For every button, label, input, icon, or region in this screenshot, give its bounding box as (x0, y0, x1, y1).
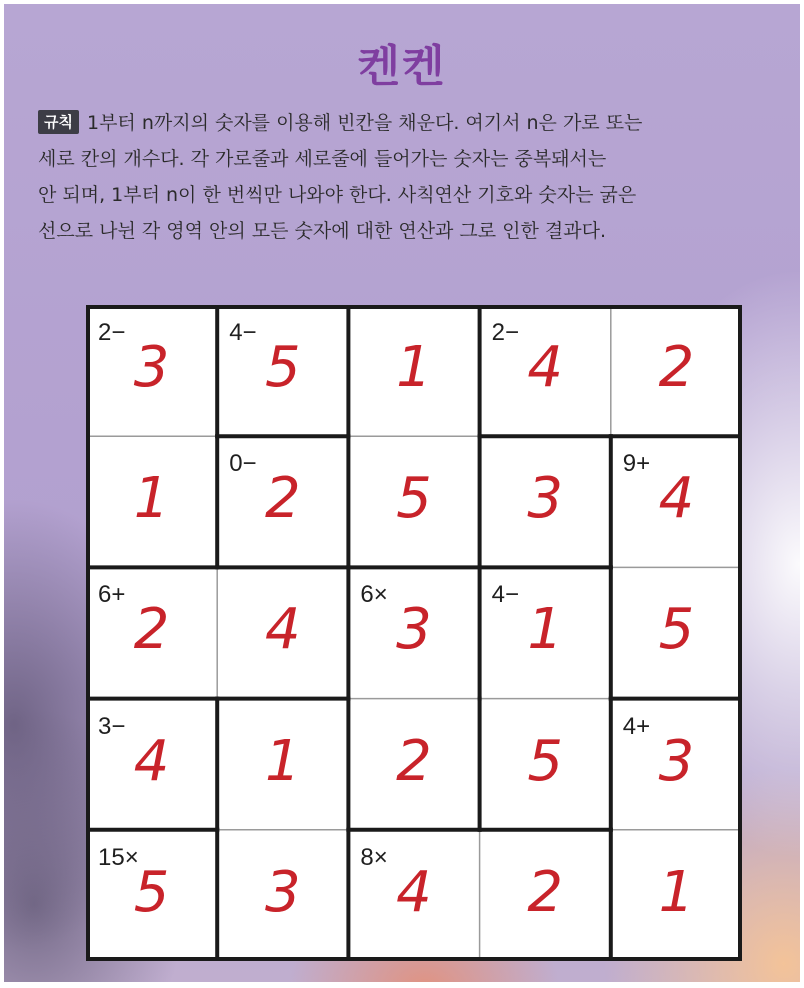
handwritten-answer: 5 (658, 597, 695, 663)
puzzle-page (4, 4, 800, 982)
cage-clue: 2− (98, 319, 126, 346)
cage-clue: 6× (360, 581, 388, 609)
handwritten-answer: 2 (527, 859, 563, 925)
handwritten-answer: 5 (264, 335, 301, 400)
handwritten-answer: 1 (264, 728, 301, 794)
cage-clue: 4+ (622, 712, 651, 740)
cage-clue: 3− (98, 712, 126, 740)
kenken-grid (86, 305, 742, 961)
rule-line-4: 선으로 나뉜 각 영역 안의 모든 숫자에 대한 연산과 그로 인한 결과다. (38, 220, 607, 242)
cage-clue: 2− (491, 319, 519, 346)
cage-clue: 9+ (622, 450, 651, 478)
handwritten-answer: 4 (264, 597, 301, 663)
rule-line-3: 안 되며, 1부터 n이 한 번씩만 나와야 한다. 사칙연산 기호와 숫자는 굵은 (38, 184, 637, 206)
handwritten-answer: 1 (133, 466, 170, 532)
handwritten-answer: 3 (527, 466, 563, 532)
handwritten-answer: 5 (133, 859, 170, 925)
handwritten-answer: 4 (527, 335, 563, 400)
cage-clue: 6+ (98, 581, 126, 609)
cage-clue: 0− (229, 450, 257, 478)
page-title: 켄켄 (357, 41, 447, 92)
handwritten-answer: 3 (133, 335, 170, 400)
rule-line-2: 세로 칸의 개수다. 각 가로줄과 세로줄에 들어가는 숫자는 중복돼서는 (38, 148, 607, 170)
handwritten-answer: 2 (396, 728, 432, 794)
handwritten-answer: 2 (658, 335, 695, 400)
handwritten-answer: 2 (133, 597, 170, 663)
handwritten-answer: 4 (658, 466, 695, 532)
handwritten-answer: 2 (264, 466, 301, 532)
rules-text (38, 105, 768, 249)
handwritten-answer: 5 (396, 466, 432, 532)
rule-line-1 (38, 105, 768, 141)
cage-clue: 4− (229, 319, 257, 346)
handwritten-answer: 1 (658, 859, 695, 925)
handwritten-answer: 3 (658, 728, 695, 794)
rules-badge: 규칙 (38, 110, 79, 134)
cage-clue: 15× (98, 843, 139, 871)
handwritten-answer: 4 (396, 859, 432, 925)
rule-line-1-text: 1부터 n까지의 숫자를 이용해 빈칸을 채운다. 여기서 n은 가로 또는 (86, 112, 643, 134)
cage-clue: 4− (491, 581, 519, 609)
cage-clue: 8× (360, 843, 388, 871)
handwritten-answer: 3 (396, 597, 432, 663)
handwritten-answer: 3 (264, 859, 301, 925)
handwritten-answer: 1 (396, 335, 432, 400)
handwritten-answer: 4 (133, 728, 170, 794)
handwritten-answer: 1 (527, 597, 563, 663)
grid-cage-borders (86, 305, 742, 961)
grid-outer-border (88, 307, 740, 959)
handwritten-answer: 5 (527, 728, 563, 794)
